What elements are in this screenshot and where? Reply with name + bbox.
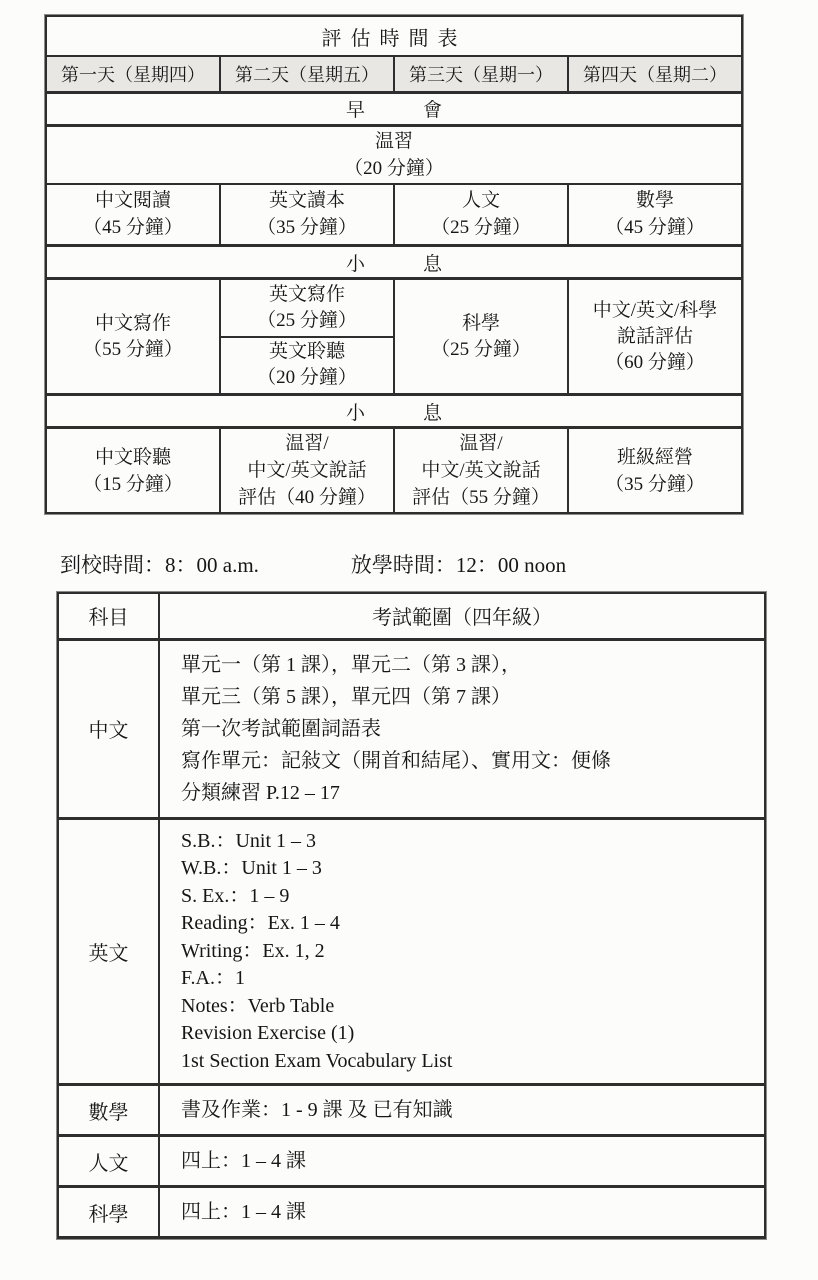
- period2-cell-3: [394, 279, 568, 395]
- subject-label: 中文/英文說話: [421, 460, 541, 481]
- scope-line: Writing：Ex. 1, 2: [181, 939, 325, 962]
- subject-label: 温習/: [285, 433, 329, 454]
- duration-label: （25 分鐘）: [257, 309, 357, 331]
- scope-line: Notes：Verb Table: [181, 994, 335, 1017]
- recess1-label-left: 小: [345, 253, 365, 275]
- exam-row-english: [58, 818, 765, 1085]
- scope-line: Reading：Ex. 1 – 4: [181, 912, 340, 934]
- period3-cell-3: [394, 428, 568, 514]
- scope-line: 四上：1 – 4 課: [181, 1150, 306, 1172]
- recess2-row: [46, 395, 742, 428]
- period1-cell-3: [394, 184, 568, 246]
- scope-content: [159, 1136, 765, 1187]
- duration-label: （60 分鐘）: [605, 351, 705, 373]
- scope-line: 寫作單元：記敍文（開首和結尾）、實用文：便條: [181, 749, 611, 772]
- duration-label: （15 分鐘）: [83, 473, 183, 495]
- exam-row-chinese: [58, 639, 765, 818]
- exam-scope-header: 考試範圍（四年級）: [159, 593, 765, 639]
- period2-cell-2a: [220, 279, 394, 337]
- duration-label: （20 分鐘）: [257, 367, 357, 389]
- exam-scope-table: [57, 592, 766, 1239]
- period1-cell-1: [46, 184, 220, 246]
- subject-label: 中文閱讀: [94, 190, 171, 212]
- period1-cell-2: [220, 184, 394, 246]
- subject-label: 英文聆聽: [268, 341, 345, 363]
- duration-label: （45 分鐘）: [83, 217, 183, 239]
- duration-label: （25 分鐘）: [431, 338, 531, 360]
- subject-label: 班級經營: [616, 446, 693, 468]
- subject-label: 人文: [461, 190, 500, 212]
- duration-label: （45 分鐘）: [605, 217, 705, 239]
- duration-label: （35 分鐘）: [605, 473, 705, 495]
- scope-content: [159, 818, 765, 1085]
- dismissal-time-text: 放學時間：12：00 noon: [350, 553, 567, 577]
- scope-line: 1st Section Exam Vocabulary List: [181, 1049, 453, 1072]
- subject-label: 英文讀本: [268, 190, 345, 212]
- subject-label: 數學: [635, 190, 674, 212]
- scope-line: W.B.：Unit 1 – 3: [181, 857, 322, 879]
- scope-line: S. Ex.：1 – 9: [181, 884, 290, 907]
- subject-label: 英文寫作: [268, 283, 345, 305]
- assessment-timetable: [45, 15, 743, 514]
- subject-name: 人文: [58, 1136, 159, 1187]
- subject-name: 中文: [58, 639, 159, 818]
- school-times-line: [60, 549, 760, 579]
- recess1-row: [46, 246, 742, 279]
- subject-name: 英文: [58, 818, 159, 1085]
- scope-line: 書及作業：1 - 9 課 及 已有知識: [181, 1099, 453, 1121]
- subject-name: 科學: [58, 1187, 159, 1238]
- day-header-4: 第四天（星期二）: [568, 56, 742, 92]
- scope-line: 分類練習 P.12 – 17: [181, 781, 340, 804]
- subject-label: 說話評估: [616, 325, 693, 347]
- exam-row-math: [58, 1085, 765, 1136]
- subject-label: 中文/英文/科學: [592, 299, 718, 321]
- exam-row-science: [58, 1187, 765, 1238]
- duration-label: （35 分鐘）: [257, 217, 357, 239]
- day-header-2: 第二天（星期五）: [220, 56, 394, 92]
- scope-content: [159, 639, 765, 818]
- assembly-row: [46, 92, 742, 125]
- recess2-label-right: 息: [423, 402, 443, 424]
- scope-line: 單元三（第 5 課），單元四（第 7 課）: [181, 685, 511, 708]
- revision-duration: （20 分鐘）: [344, 157, 444, 179]
- period3-cell-4: [568, 428, 742, 514]
- subject-label: 中文寫作: [94, 312, 171, 334]
- revision-label: 温習: [374, 130, 413, 152]
- scope-line: 單元一（第 1 課），單元二（第 3 課），: [181, 653, 521, 676]
- assembly-label-left: 早: [345, 100, 365, 121]
- day-header-3: 第三天（星期一）: [394, 56, 568, 92]
- scope-line: 四上：1 – 4 課: [181, 1201, 306, 1223]
- duration-label: （25 分鐘）: [431, 217, 531, 239]
- duration-label: 評估（40 分鐘）: [238, 487, 376, 508]
- subject-name: 數學: [58, 1085, 159, 1136]
- recess2-label-left: 小: [345, 402, 365, 424]
- assembly-label-right: 會: [423, 100, 443, 121]
- arrival-time-text: 到校時間：8：00 a.m.: [60, 553, 259, 577]
- scope-line: 第一次考試範圍詞語表: [181, 717, 381, 740]
- duration-label: （55 分鐘）: [83, 338, 183, 360]
- scope-line: Revision Exercise (1): [181, 1022, 355, 1044]
- period2-cell-1: [46, 279, 220, 395]
- subject-label: 中文聆聽: [94, 446, 171, 468]
- subject-label: 温習/: [459, 433, 503, 454]
- scope-line: S.B.：Unit 1 – 3: [181, 829, 317, 852]
- day-header-1: 第一天（星期四）: [46, 56, 220, 92]
- exam-subject-header: 科目: [58, 593, 159, 639]
- recess1-label-right: 息: [423, 253, 443, 275]
- subject-label: 中文/英文說話: [247, 460, 367, 481]
- period3-cell-2: [220, 428, 394, 514]
- scope-content: [159, 1085, 765, 1136]
- scope-line: F.A.：1: [181, 967, 245, 989]
- period2-cell-2b: [220, 337, 394, 395]
- period3-cell-1: [46, 428, 220, 514]
- subject-label: 科學: [461, 312, 500, 334]
- duration-label: 評估（55 分鐘）: [412, 487, 550, 508]
- revision-row: [46, 125, 742, 184]
- period1-cell-4: [568, 184, 742, 246]
- timetable-title: 評估時間表: [46, 16, 742, 56]
- period2-cell-4: [568, 279, 742, 395]
- exam-row-humanities: [58, 1136, 765, 1187]
- scope-content: [159, 1187, 765, 1238]
